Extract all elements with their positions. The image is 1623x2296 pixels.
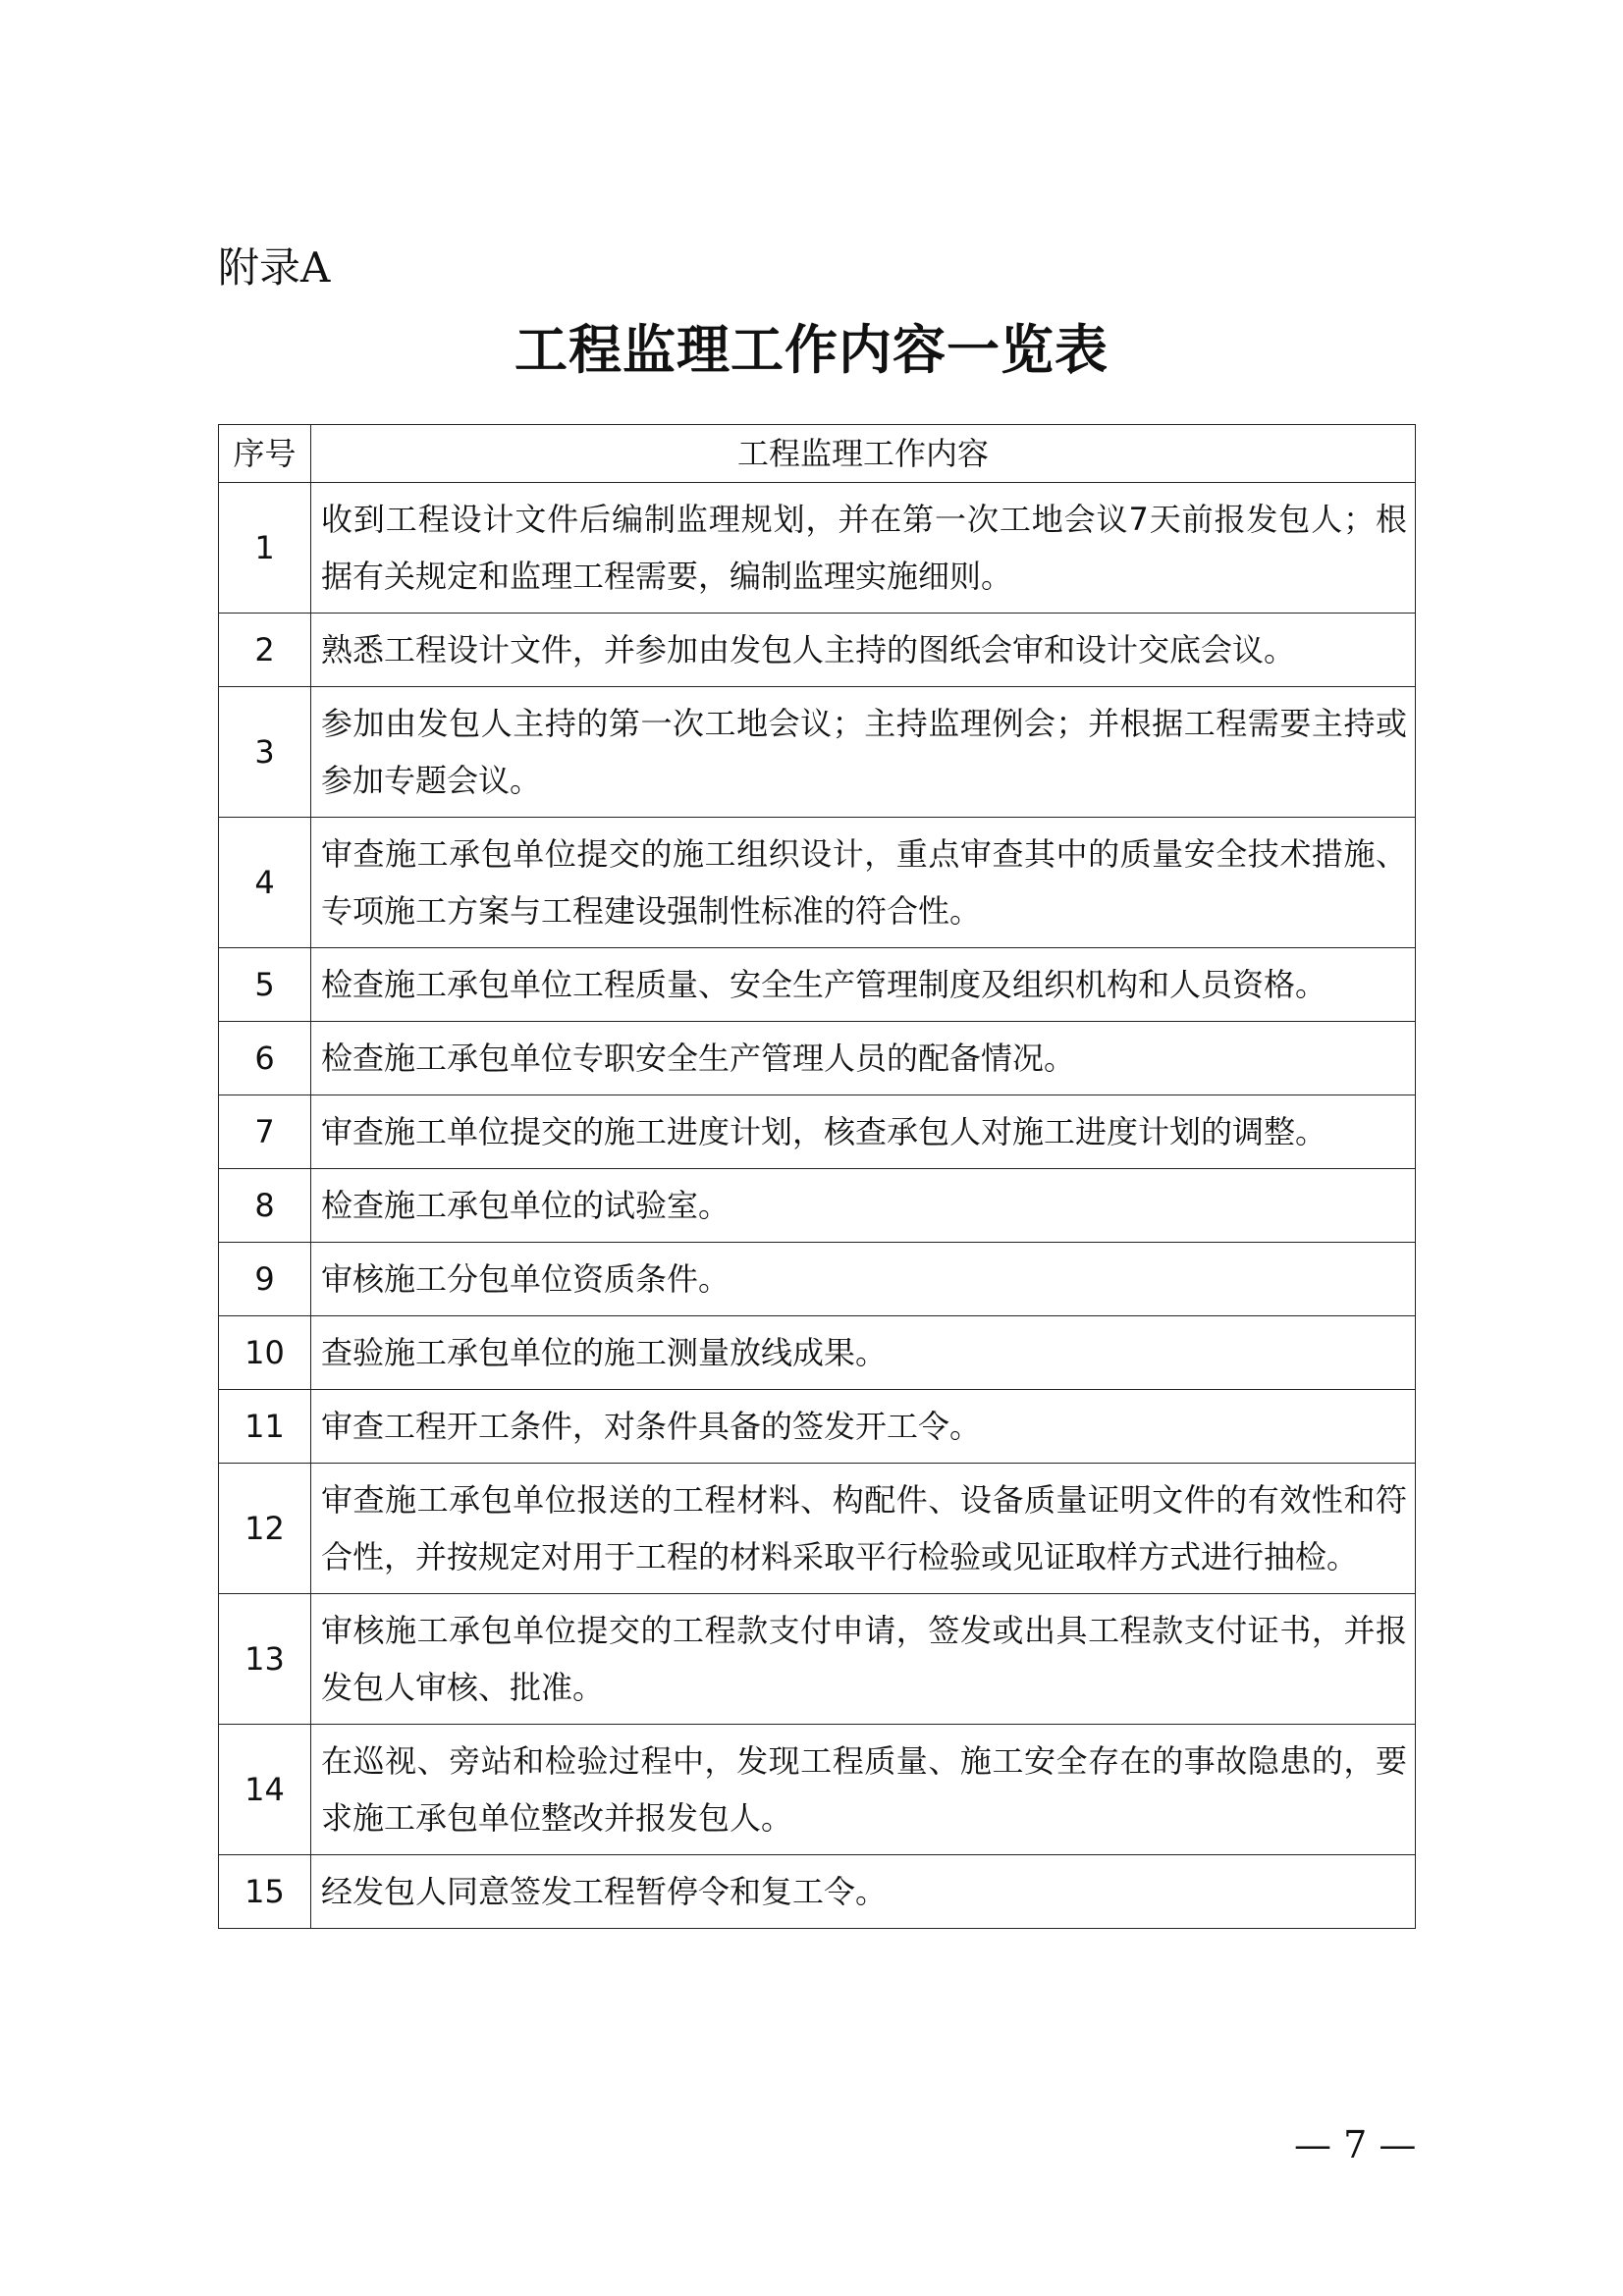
row-number: 6 — [219, 1022, 311, 1095]
row-content: 审核施工分包单位资质条件。 — [311, 1243, 1416, 1316]
row-number: 3 — [219, 687, 311, 818]
table-row — [219, 1390, 1416, 1464]
row-number: 5 — [219, 948, 311, 1022]
row-number: 8 — [219, 1169, 311, 1243]
table-row — [219, 1243, 1416, 1316]
row-content: 经发包人同意签发工程暂停令和复工令。 — [311, 1855, 1416, 1929]
table-row — [219, 1855, 1416, 1929]
row-content: 检查施工承包单位专职安全生产管理人员的配备情况。 — [311, 1022, 1416, 1095]
table-row — [219, 687, 1416, 818]
table-row — [219, 1464, 1416, 1594]
row-content: 收到工程设计文件后编制监理规划，并在第一次工地会议7天前报发包人；根据有关规定和监理工程需要，编制监理实施细则。 — [311, 483, 1416, 614]
row-content: 在巡视、旁站和检验过程中，发现工程质量、施工安全存在的事故隐患的，要求施工承包单位整改并报发包人。 — [311, 1725, 1416, 1855]
header-serial: 序号 — [219, 425, 311, 483]
page-title: 工程监理工作内容一览表 — [514, 318, 1109, 381]
table-row — [219, 1316, 1416, 1390]
table-row — [219, 1725, 1416, 1855]
row-content: 检查施工承包单位工程质量、安全生产管理制度及组织机构和人员资格。 — [311, 948, 1416, 1022]
row-number: 13 — [219, 1594, 311, 1725]
table-header-row — [219, 425, 1416, 483]
table-row — [219, 1594, 1416, 1725]
row-number: 11 — [219, 1390, 311, 1464]
row-number: 10 — [219, 1316, 311, 1390]
page-number: — 7 — — [1294, 2123, 1417, 2166]
header-content: 工程监理工作内容 — [311, 425, 1416, 483]
row-number: 2 — [219, 614, 311, 687]
row-number: 1 — [219, 483, 311, 614]
row-content: 参加由发包人主持的第一次工地会议；主持监理例会；并根据工程需要主持或参加专题会议。 — [311, 687, 1416, 818]
row-number: 4 — [219, 818, 311, 948]
work-content-table — [218, 424, 1416, 1929]
row-number: 9 — [219, 1243, 311, 1316]
row-number: 12 — [219, 1464, 311, 1594]
row-content: 审查施工承包单位提交的施工组织设计，重点审查其中的质量安全技术措施、专项施工方案与工程建设强制性标准的符合性。 — [311, 818, 1416, 948]
row-content: 检查施工承包单位的试验室。 — [311, 1169, 1416, 1243]
row-number: 7 — [219, 1095, 311, 1169]
table-row — [219, 948, 1416, 1022]
row-content: 熟悉工程设计文件，并参加由发包人主持的图纸会审和设计交底会议。 — [311, 614, 1416, 687]
row-content: 审查工程开工条件，对条件具备的签发开工令。 — [311, 1390, 1416, 1464]
table-row — [219, 818, 1416, 948]
appendix-label: 附录A — [218, 243, 331, 292]
table-row — [219, 1169, 1416, 1243]
table-row — [219, 1022, 1416, 1095]
row-content: 审查施工单位提交的施工进度计划，核查承包人对施工进度计划的调整。 — [311, 1095, 1416, 1169]
table-row — [219, 483, 1416, 614]
row-number: 14 — [219, 1725, 311, 1855]
row-number: 15 — [219, 1855, 311, 1929]
row-content: 审核施工承包单位提交的工程款支付申请，签发或出具工程款支付证书，并报发包人审核、批准。 — [311, 1594, 1416, 1725]
row-content: 查验施工承包单位的施工测量放线成果。 — [311, 1316, 1416, 1390]
table-row — [219, 614, 1416, 687]
table-row — [219, 1095, 1416, 1169]
row-content: 审查施工承包单位报送的工程材料、构配件、设备质量证明文件的有效性和符合性，并按规定对用于工程的材料采取平行检验或见证取样方式进行抽检。 — [311, 1464, 1416, 1594]
